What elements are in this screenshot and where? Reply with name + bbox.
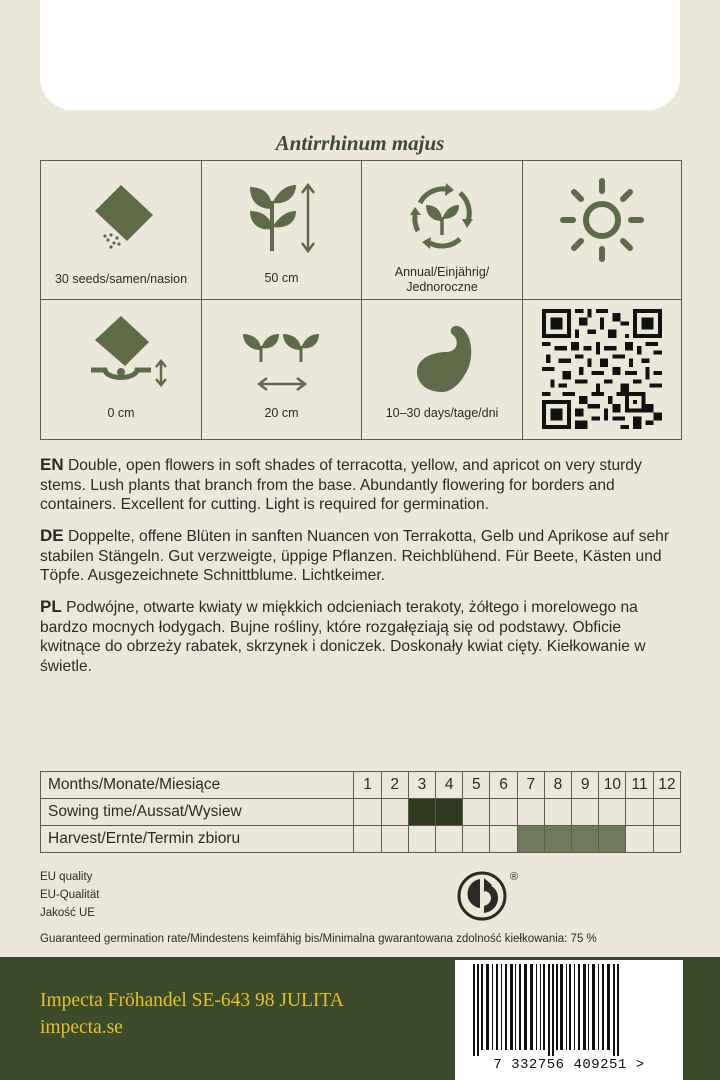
barcode-bar — [543, 964, 545, 1050]
germination-days-label: 10–30 days/tage/dni — [385, 406, 499, 420]
registered-mark: ® — [510, 871, 519, 883]
barcode-bars — [455, 960, 683, 1056]
eu-quality-de: EU-Qualität — [40, 889, 100, 901]
months-header-label: Months/Monate/Miesiące — [41, 772, 354, 799]
height-label: 50 cm — [264, 271, 299, 285]
barcode-bar — [536, 964, 537, 1050]
barcode-bar — [540, 964, 541, 1050]
sowing-month-6 — [490, 799, 517, 826]
seeds-count-label: 30 seeds/samen/nasion — [54, 272, 188, 286]
barcode-bar — [574, 964, 575, 1050]
barcode-bar — [602, 964, 604, 1050]
sowing-month-4 — [436, 799, 463, 826]
info-icon-grid — [40, 160, 682, 440]
germination-seed-icon — [402, 316, 482, 396]
barcode-bar — [566, 964, 567, 1050]
barcode-bar — [617, 964, 619, 1056]
month-header: 8 — [544, 772, 571, 799]
sowing-depth-icon — [71, 314, 171, 394]
sowing-row-label: Sowing time/Aussat/Wysiew — [41, 799, 354, 826]
seeds-cell — [41, 161, 202, 300]
barcode-bar — [519, 964, 521, 1050]
description-en — [40, 455, 680, 515]
sowing-month-12 — [653, 799, 680, 826]
sowing-month-7 — [517, 799, 544, 826]
description-de — [40, 526, 680, 586]
harvest-row-label: Harvest/Ernte/Termin zbioru — [41, 826, 354, 853]
sowing-month-9 — [572, 799, 599, 826]
barcode-bar — [477, 964, 479, 1056]
harvest-month-10 — [599, 826, 626, 853]
spacing-label: 20 cm — [264, 406, 299, 420]
harvest-month-8 — [544, 826, 571, 853]
eu-quality-en: EU quality — [40, 871, 93, 883]
qr-code[interactable] — [542, 309, 662, 429]
barcode-bar — [530, 964, 533, 1050]
description-pl-text: Podwójne, otwarte kwiaty w miękkich odcieniach terakoty, żółtego i morelowego na bardzo mocnych łodygach. Bujne rośliny, które rozgałęziają się od podstawy. Obficie kwitnące do obrzeży rabatek, skrzynek i doniczek. Doskonały kwiat cięty. Kiełkowanie w świetle. — [40, 599, 646, 675]
month-header: 2 — [381, 772, 408, 799]
harvest-month-4 — [436, 826, 463, 853]
spacing-cell — [202, 300, 362, 439]
barcode-bar — [592, 964, 595, 1050]
harvest-month-9 — [572, 826, 599, 853]
barcode-bar — [515, 964, 516, 1050]
barcode-bar — [524, 964, 527, 1050]
barcode-bar — [588, 964, 589, 1050]
height-cell — [202, 161, 362, 300]
seed-packet-icon — [81, 181, 161, 261]
description-de-text: Doppelte, offene Blüten in sanften Nuancen von Terrakotta, Gelb und Aprikose auf sehr stabilen Stängeln. Gut verzweigte, üppige Pflanzen. Reichblühend. Für Beete, Kästen und Töpfe. Ausgezeichnete Schnittblume. Lichtkeimer. — [40, 528, 670, 584]
barcode-bar — [505, 964, 507, 1050]
sowing-row — [41, 799, 681, 826]
barcode-bar — [486, 964, 489, 1050]
month-header: 1 — [354, 772, 381, 799]
sow-depth-cell — [41, 300, 202, 439]
full-sun-icon — [557, 175, 647, 265]
harvest-month-7 — [517, 826, 544, 853]
barcode-bar — [583, 964, 586, 1050]
qr-cell — [523, 300, 681, 439]
barcode-bar — [560, 964, 563, 1050]
barcode-digits: 7 332756 409251 > — [493, 1057, 645, 1073]
barcode-bar — [607, 964, 610, 1050]
barcode-bar — [556, 964, 558, 1050]
month-header: 9 — [572, 772, 599, 799]
description-en-text: Double, open flowers in soft shades of terracotta, yellow, and apricot on very sturdy stems. Lush plants that branch from the base. Abundantly flowering for borders and containers. Excellent for cutting. Light is required for germination. — [40, 457, 642, 513]
sow-depth-label: 0 cm — [107, 406, 135, 420]
eu-quality-block — [40, 868, 99, 922]
month-header: 6 — [490, 772, 517, 799]
harvest-month-1 — [354, 826, 381, 853]
lifecycle-label-line1: Annual/Einjährig/ — [394, 265, 490, 279]
harvest-month-5 — [463, 826, 490, 853]
barcode-bar — [569, 964, 571, 1050]
germination-cell — [362, 300, 523, 439]
barcode-bar — [492, 964, 493, 1050]
barcode-bar — [548, 964, 550, 1056]
sowing-month-1 — [354, 799, 381, 826]
annual-cycle-icon — [402, 177, 482, 257]
barcode-bar — [473, 964, 475, 1056]
barcode-bar — [496, 964, 498, 1050]
lang-code-pl: PL — [40, 597, 62, 616]
harvest-month-11 — [626, 826, 653, 853]
harvest-month-3 — [408, 826, 435, 853]
sowing-calendar — [40, 771, 681, 853]
harvest-month-2 — [381, 826, 408, 853]
calendar-header-row — [41, 772, 681, 799]
month-header: 4 — [436, 772, 463, 799]
harvest-row — [41, 826, 681, 853]
barcode-bar — [578, 964, 580, 1050]
sun-cell — [523, 161, 681, 300]
barcode-bar — [613, 964, 615, 1056]
month-header: 5 — [463, 772, 490, 799]
barcode-bar — [552, 964, 554, 1056]
footer-address — [40, 987, 344, 1041]
eu-quality-pl: Jakość UE — [40, 907, 95, 919]
germination-rate-note: Guaranteed germination rate/Mindestens keimfähig bis/Minimalna gwarantowana zdolność kiełkowania: 75 % — [40, 933, 597, 945]
barcode-bar — [510, 964, 513, 1050]
hang-tab-cutout — [40, 0, 680, 110]
lang-code-en: EN — [40, 455, 64, 474]
company-website[interactable]: impecta.se — [40, 1017, 123, 1038]
month-header: 10 — [599, 772, 626, 799]
species-name: Antirrhinum majus — [275, 131, 445, 155]
month-header: 11 — [626, 772, 653, 799]
sowing-month-8 — [544, 799, 571, 826]
barcode-bar — [501, 964, 502, 1050]
harvest-month-12 — [653, 826, 680, 853]
sowing-month-2 — [381, 799, 408, 826]
barcode-bar — [481, 964, 483, 1050]
month-header: 3 — [408, 772, 435, 799]
barcode-bar — [598, 964, 599, 1050]
plant-height-icon — [242, 179, 322, 259]
month-header: 7 — [517, 772, 544, 799]
sowing-month-11 — [626, 799, 653, 826]
green-dot-recycling-icon — [456, 868, 520, 929]
sowing-month-5 — [463, 799, 490, 826]
ean-barcode — [455, 960, 683, 1080]
company-address: Impecta Fröhandel SE-643 98 JULITA — [40, 990, 344, 1011]
sowing-month-3 — [408, 799, 435, 826]
plant-spacing-icon — [237, 328, 327, 398]
description-pl — [40, 597, 680, 676]
sowing-month-10 — [599, 799, 626, 826]
harvest-month-6 — [490, 826, 517, 853]
lifecycle-label-line2: Jednoroczne — [406, 280, 478, 294]
lang-code-de: DE — [40, 526, 64, 545]
lifecycle-cell — [362, 161, 523, 300]
month-header: 12 — [653, 772, 680, 799]
